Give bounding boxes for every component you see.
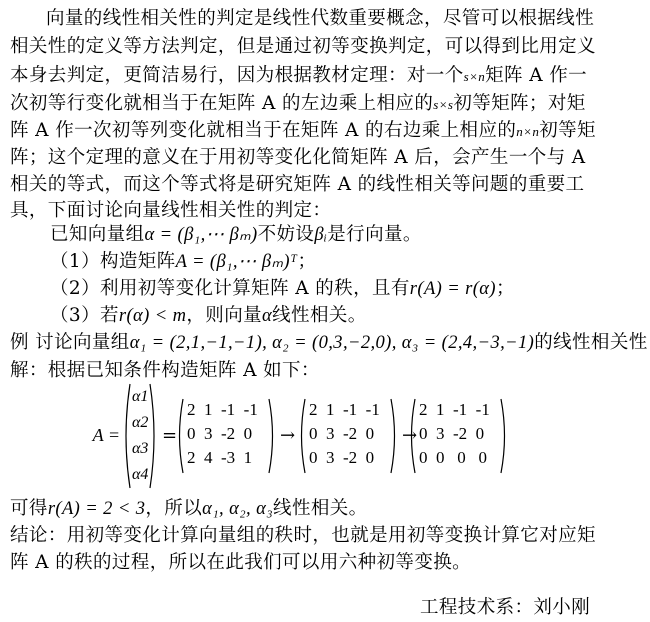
matrix-1 xyxy=(176,398,276,474)
conclusion-line-2: 阵 A 的秩的过程，所以在此我们可以用六种初等变换。 xyxy=(10,552,472,573)
col-alpha-3: α3 xyxy=(132,440,149,457)
matrix-1-row-2: 0 3 -2 0 xyxy=(187,424,253,443)
para-line-8: 具，下面讨论向量线性相关性的判定： xyxy=(10,200,332,221)
para-line-4: 次初等行变化就相当于在矩阵 A 的左边乘上相应的s×s初等矩阵；对矩 xyxy=(10,93,586,114)
given-line: 已知向量组α = (β₁,⋯ βₘ)不妨设βᵢ是行向量。 xyxy=(50,224,422,245)
matrix-3-row-3: 0 0 0 0 xyxy=(419,448,487,467)
matrix-2-row-3: 0 3 -2 0 xyxy=(309,448,375,467)
result-formula: r(A) = 2 < 3 xyxy=(47,499,146,519)
para-line-1: 向量的线性相关性的判定是线性代数重要概念，尽管可以根据线性 xyxy=(46,8,595,29)
col-alpha-2: α2 xyxy=(132,414,149,431)
col-alpha-4: α4 xyxy=(132,466,149,483)
step-1: （1）构造矩阵A = (β₁,⋯ βₘ)ᵀ； xyxy=(50,251,317,272)
step-3: （3）若r(α) < m，则向量α线性相关。 xyxy=(50,305,367,326)
matrix-3 xyxy=(408,398,508,474)
matrix-lhs: A = xyxy=(92,425,120,445)
math-s-times-s: s×s xyxy=(433,97,454,112)
given-formula: α = (β₁,⋯ βₘ) xyxy=(144,225,258,245)
para-line-6: 阵；这个定理的意义在于用初等变化化简矩阵 A 后，会产生一个与 A xyxy=(10,147,586,168)
para-line-2: 相关性的定义等方法判定，但是通过初等变换判定，可以得到比用定义 xyxy=(10,36,596,57)
col-alpha-1: α1 xyxy=(132,388,149,405)
matrix-1-row-3: 2 4 -3 1 xyxy=(187,448,253,467)
example-line: 例 讨论向量组α₁ = (2,1,−1,−1), α₂ = (0,3,−2,0), α₃ = (2,4,−3,−1)的线性相关性 xyxy=(10,332,648,353)
result-line: 可得r(A) = 2 < 3，所以α₁, α₂, α₃线性相关。 xyxy=(10,498,368,519)
matrix-2 xyxy=(298,398,398,474)
equals-sign: = xyxy=(162,425,178,446)
matrix-1-row-1: 2 1 -1 -1 xyxy=(187,400,258,419)
step-2: （2）利用初等变化计算矩阵 A 的秩，且有r(A) = r(α)； xyxy=(50,278,515,299)
arrow-1: → xyxy=(280,425,296,446)
result-alphas: α₁, α₂, α₃ xyxy=(202,499,274,519)
math-n-times-n: n×n xyxy=(516,124,540,139)
matrix-3-row-1: 2 1 -1 -1 xyxy=(419,400,490,419)
arrow-2: → xyxy=(402,425,418,446)
step-2-formula: r(A) = r(α) xyxy=(409,279,496,299)
conclusion-line-1: 结论：用初等变化计算向量组的秩时，也就是用初等变换计算它对应矩 xyxy=(10,525,596,546)
step-3-formula: r(α) < m xyxy=(118,306,187,326)
matrix-3-row-2: 0 3 -2 0 xyxy=(419,424,485,443)
solution-line: 解：根据已知条件构造矩阵 A 如下： xyxy=(10,360,320,381)
matrix-2-row-1: 2 1 -1 -1 xyxy=(309,400,380,419)
para-line-7: 相关的等式，而这个等式将是研究矩阵 A 的线性相关等问题的重要工 xyxy=(10,174,585,195)
step-1-formula: A = (β₁,⋯ βₘ)ᵀ xyxy=(175,252,298,272)
column-vector xyxy=(122,382,158,490)
para-line-3: 本身去判定，更简洁易行，因为根据教材定理：对一个s×n矩阵 A 作一 xyxy=(10,65,588,86)
para-line-5: 阵 A 作一次初等列变化就相当于在矩阵 A 的右边乘上相应的n×n初等矩 xyxy=(10,120,596,141)
matrix-2-row-2: 0 3 -2 0 xyxy=(309,424,375,443)
matrix-equation xyxy=(90,382,510,490)
example-formula: α₁ = (2,1,−1,−1), α₂ = (0,3,−2,0), α₃ = (2,4,−3,−1) xyxy=(129,333,535,353)
author-signature: 工程技术系：刘小刚 xyxy=(420,597,591,618)
math-s-times-n: s×n xyxy=(463,69,486,84)
